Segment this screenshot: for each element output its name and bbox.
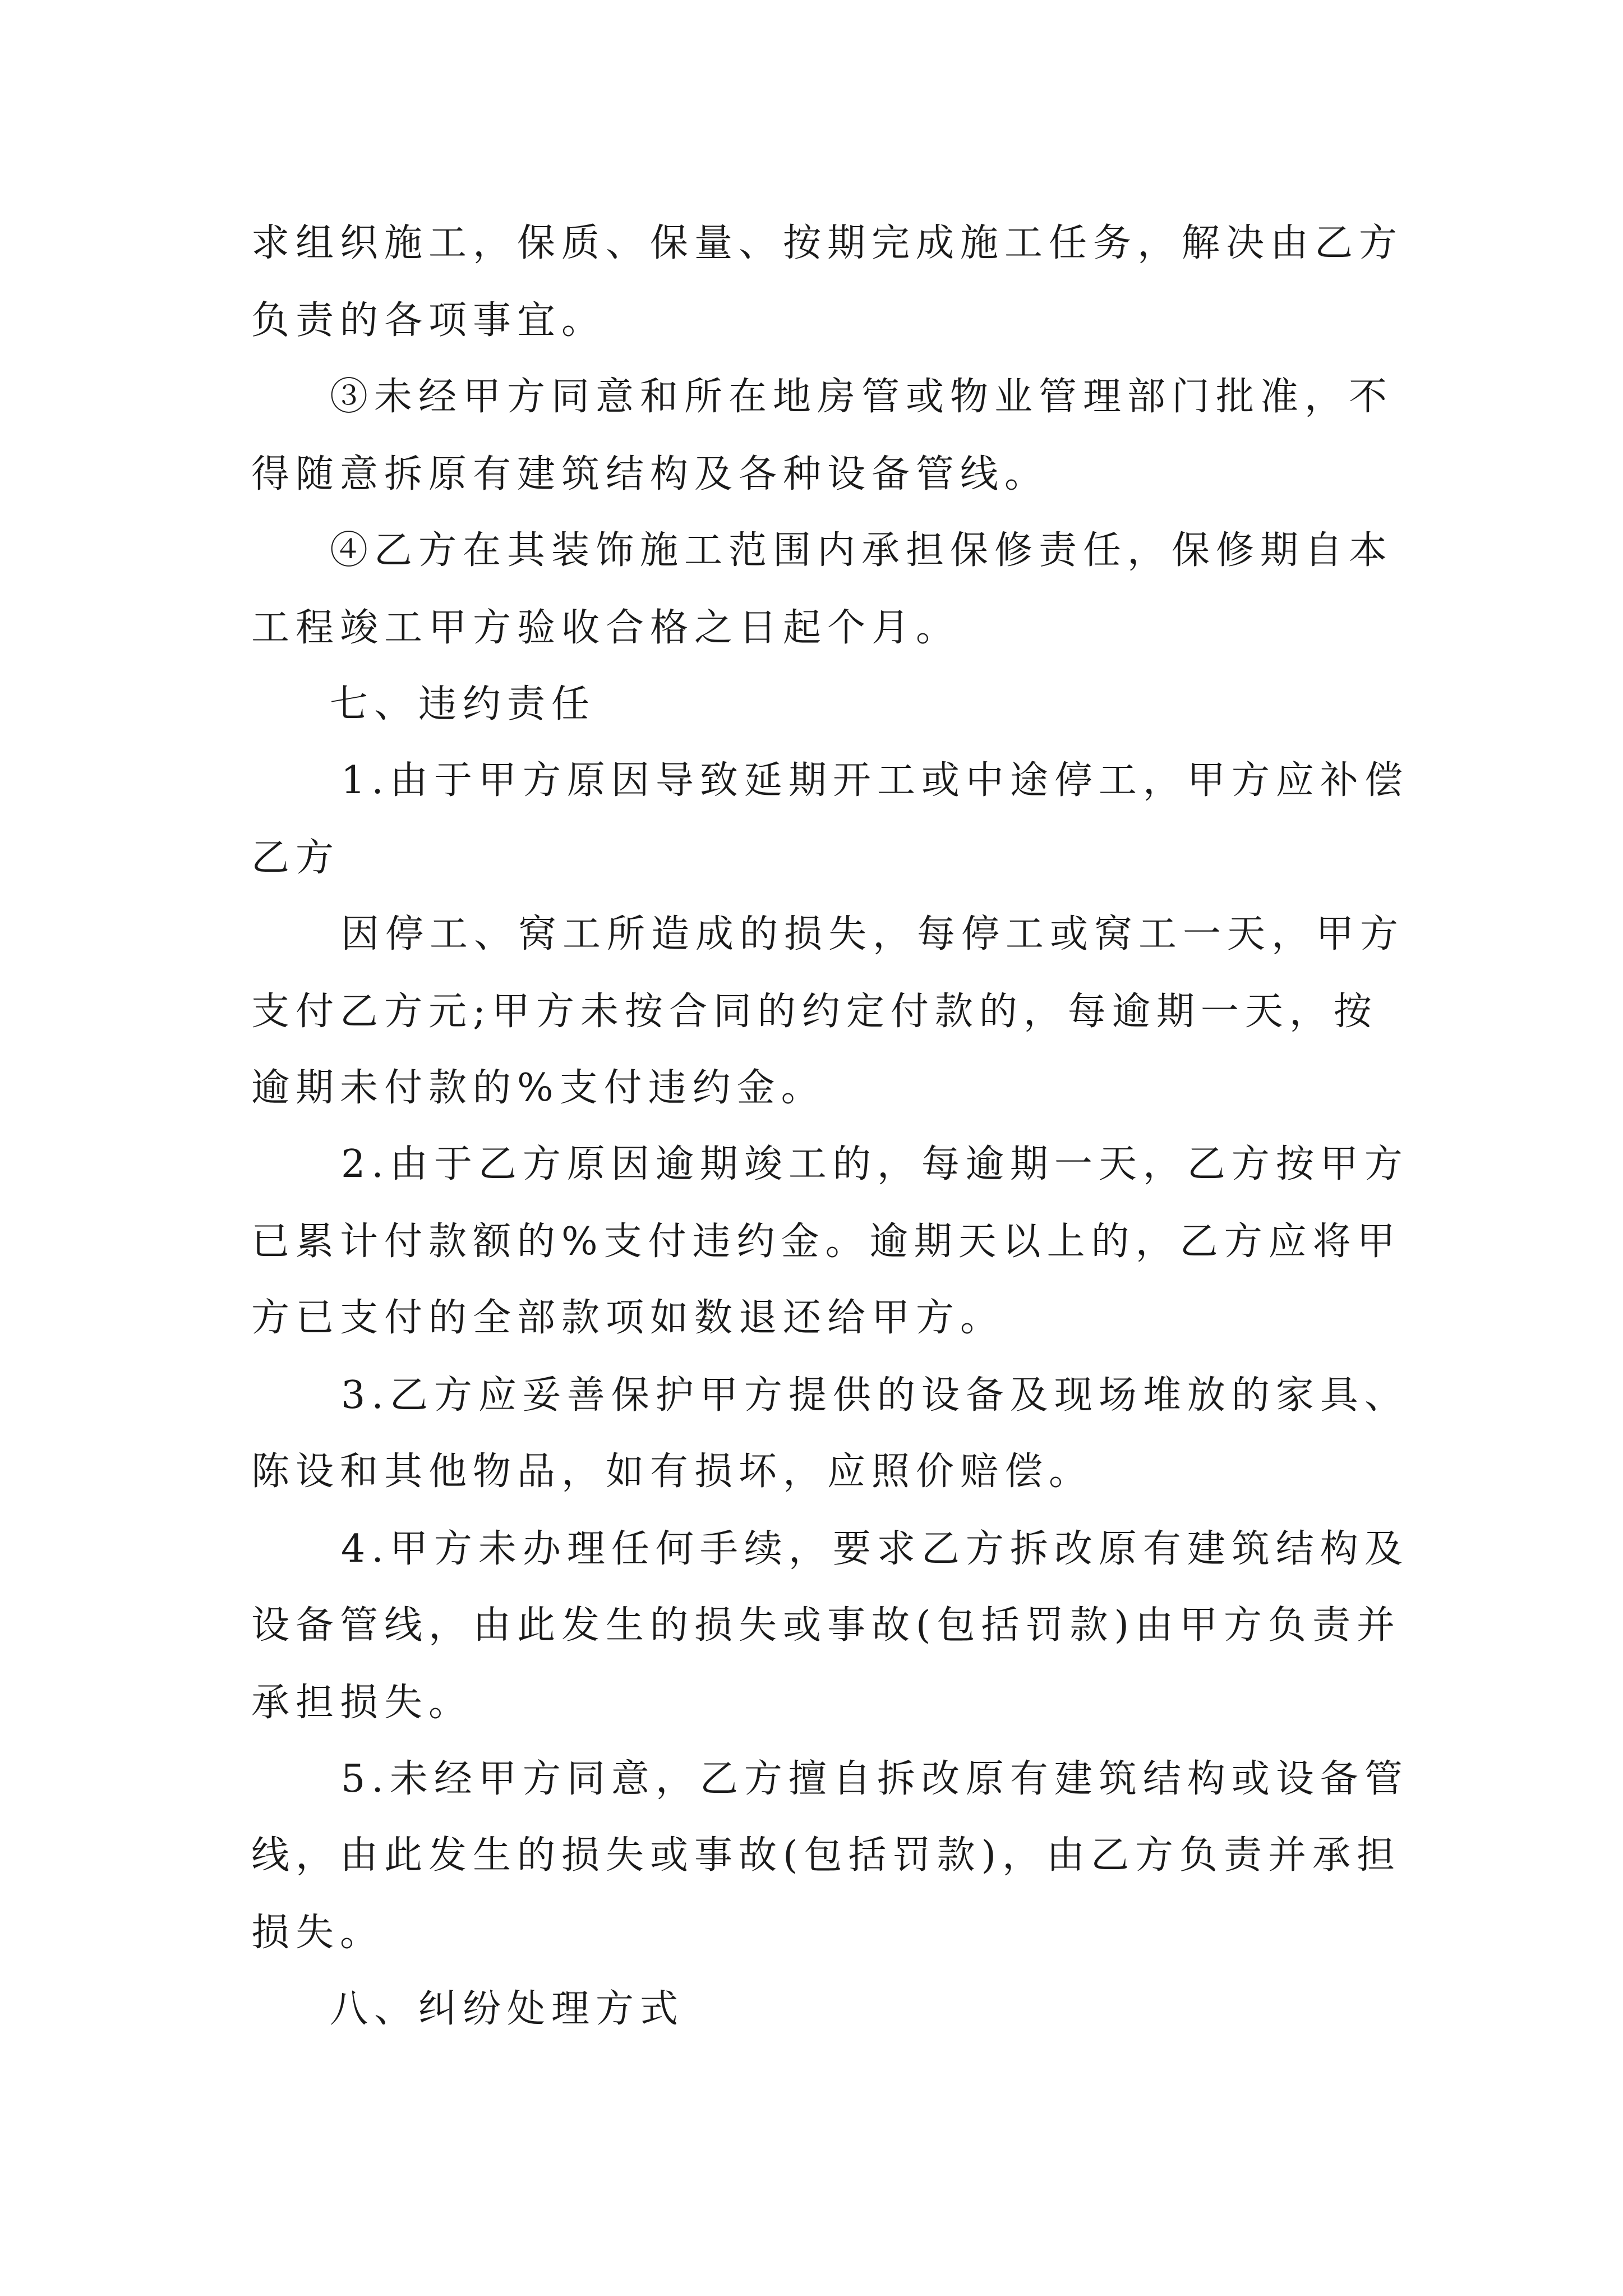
text-line: 因停工、窝工所造成的损失，每停工或窝工一天，甲方 — [341, 912, 1405, 956]
text-line: 3.乙方应妥善保护甲方提供的设备及现场堆放的家具、 — [341, 1373, 1409, 1418]
section-heading: 八、纠纷处理方式 — [330, 1987, 685, 2031]
text-line: 方已支付的全部款项如数退还给甲方。 — [251, 1296, 1005, 1340]
section-heading: 七、违约责任 — [330, 682, 596, 726]
text-line: 2.由于乙方原因逾期竣工的，每逾期一天，乙方按甲方 — [341, 1142, 1409, 1186]
text-line: 负责的各项事宜。 — [251, 298, 606, 343]
text-line: 1.由于甲方原因导致延期开工或中途停工，甲方应补偿 — [341, 758, 1409, 803]
text-line: 5.未经甲方同意，乙方擅自拆改原有建筑结构或设备管 — [341, 1757, 1409, 1801]
text-line: 求组织施工，保质、保量、按期完成施工任务，解决由乙方 — [251, 221, 1404, 265]
text-line: 损失。 — [251, 1911, 385, 1955]
text-line: 设备管线，由此发生的损失或事故(包括罚款)由甲方负责并 — [251, 1603, 1401, 1648]
text-line: 工程竣工甲方验收合格之日起个月。 — [251, 606, 961, 650]
text-line: 逾期未付款的%支付违约金。 — [251, 1066, 826, 1110]
text-line: 承担损失。 — [251, 1681, 473, 1725]
text-line: 已累计付款额的%支付违约金。逾期天以上的，乙方应将甲 — [251, 1220, 1401, 1264]
text-line: 得随意拆原有建筑结构及各种设备管线。 — [251, 452, 1049, 496]
text-line: 4.甲方未办理任何手续，要求乙方拆改原有建筑结构及 — [341, 1527, 1409, 1571]
text-line: 乙方 — [251, 836, 340, 880]
text-line: 支付乙方元;甲方未按合同的约定付款的，每逾期一天，按 — [251, 990, 1378, 1034]
text-line: 线，由此发生的损失或事故(包括罚款)，由乙方负责并承担 — [251, 1833, 1401, 1878]
text-line: 陈设和其他物品，如有损坏，应照价赔偿。 — [251, 1450, 1094, 1494]
text-line: ③未经甲方同意和所在地房管或物业管理部门批准，不 — [330, 375, 1394, 419]
text-line: ④乙方在其装饰施工范围内承担保修责任，保修期自本 — [330, 528, 1394, 573]
